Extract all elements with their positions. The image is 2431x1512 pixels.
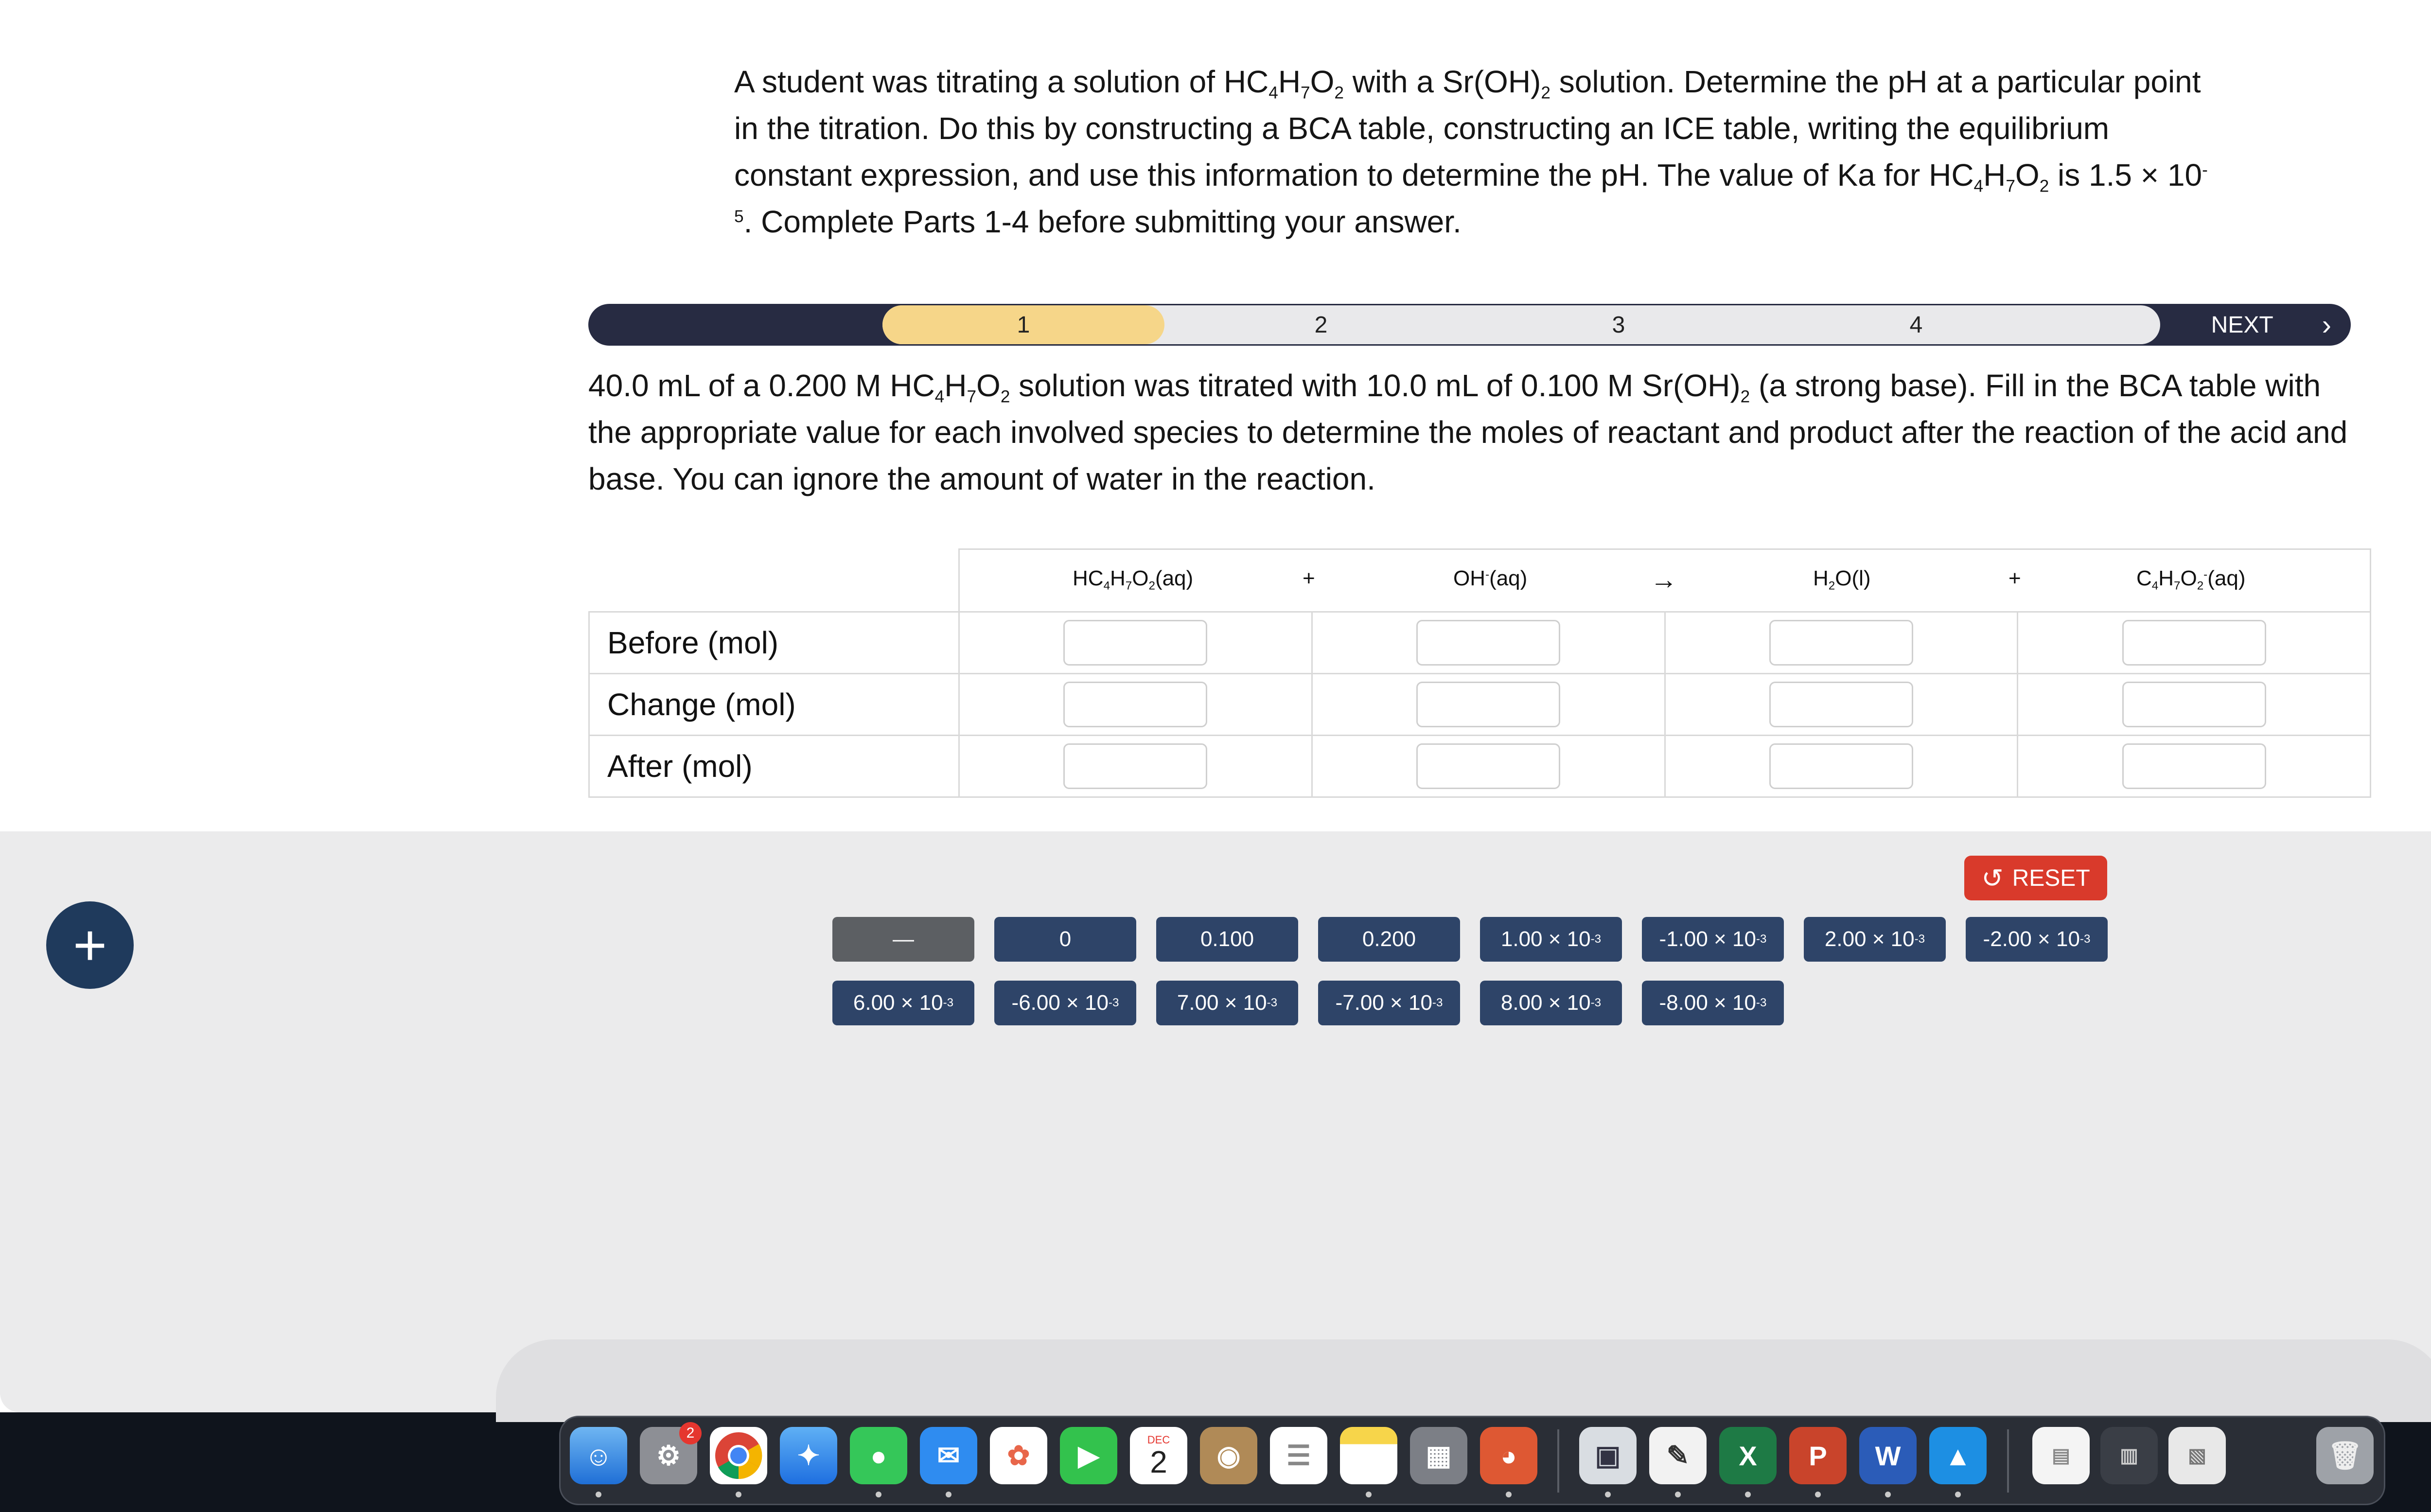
word-running-dot [1885, 1492, 1891, 1497]
safari-icon[interactable]: ✦ [780, 1427, 837, 1484]
dock-separator-2 [2007, 1429, 2009, 1493]
answer-tile-neg-1e-3[interactable]: -1.00 × 10 -3 [1642, 917, 1784, 962]
calendar-icon[interactable] [1130, 1427, 1187, 1484]
part-description: 40.0 mL of a 0.200 M $HC_4H_7O_2$ solution was titrated with 10.0 mL of 0.100 M $Sr(OH)_2$ (a strong base). Fill in the BCA table with the appropriate value for each involved species to determine the moles of reactant and product after the reaction of the acid and base. You can ignore the amount of water in the reaction. [588, 368, 2348, 496]
question-intro: A student was titrating a solution of $HC_4H_7O_2$ with a $Sr(OH)_2$ solution. Determine the pH at a particular point in the titration. Do this by constructing a BCA table, constructing an ICE table, writing the equilibrium constant expression, and use this information to determine the pH. The value of Ka for $HC_4H_7O_2$ is $1.5 \times 10^{-5}$. Complete Parts 1-4 before submitting your answer. [734, 64, 2208, 239]
duckduckgo-icon[interactable]: ◕ [1480, 1427, 1537, 1484]
photos-icon[interactable]: ✿ [990, 1427, 1047, 1484]
answer-tile-2e-3[interactable]: 2.00 × 10 -3 [1804, 917, 1946, 962]
undo-icon: ↺ [1981, 863, 2004, 893]
drop-box-after-hydroxide[interactable] [1416, 743, 1560, 789]
bca-row-after [589, 736, 2371, 797]
header-plus-2: + [2008, 566, 2021, 590]
drop-box-change-conjugate-base[interactable] [2122, 682, 2266, 727]
calendar-month: DEC [1147, 1434, 1170, 1446]
answer-tile-8e-3[interactable]: 8.00 × 10 -3 [1480, 981, 1622, 1025]
mail-running-dot [946, 1492, 951, 1497]
reaction-header [959, 549, 2371, 612]
textedit-running-dot [1675, 1492, 1681, 1497]
calendar-day: 2 [1150, 1444, 1167, 1479]
plus-icon: + [72, 913, 107, 978]
reset-label: RESET [2012, 865, 2090, 891]
drop-box-before-acid[interactable] [1063, 620, 1207, 666]
header-hydroxide: OH-(aq) [1453, 566, 1528, 590]
header-plus-1: + [1303, 566, 1315, 590]
answer-tile-7e-3[interactable]: 7.00 × 10 -3 [1156, 981, 1298, 1025]
notes-running-dot [1366, 1492, 1372, 1497]
textedit-icon[interactable]: ✎ [1649, 1427, 1707, 1484]
downloads-stack-icon[interactable]: ▥ [2100, 1427, 2158, 1484]
drop-box-change-acid[interactable] [1063, 682, 1207, 727]
reset-button[interactable] [1964, 856, 2107, 900]
settings-badge: 2 [679, 1422, 702, 1444]
system-settings-icon[interactable]: ⚙ [640, 1427, 697, 1484]
next-button[interactable] [2211, 304, 2331, 346]
mail-icon[interactable]: ✉ [920, 1427, 977, 1484]
answer-tile-0[interactable]: 0 [994, 917, 1136, 962]
keynote-running-dot [1955, 1492, 1961, 1497]
chevron-right-icon: › [2322, 309, 2331, 341]
contacts-icon[interactable]: ◉ [1200, 1427, 1257, 1484]
finder-running-dot [596, 1492, 601, 1497]
facetime-icon[interactable]: ▶ [1060, 1427, 1117, 1484]
chrome-running-dot [736, 1492, 741, 1497]
answer-tile-neg-2e-3[interactable]: -2.00 × 10 -3 [1966, 917, 2108, 962]
bca-row-before [589, 612, 2371, 674]
reminders-icon[interactable]: ☰ [1270, 1427, 1327, 1484]
row-label-change: Change (mol) [589, 674, 959, 736]
drop-box-before-conjugate-base[interactable] [2122, 620, 2266, 666]
drop-box-change-hydroxide[interactable] [1416, 682, 1560, 727]
messages-icon[interactable]: ● [850, 1427, 907, 1484]
bca-header-row [589, 549, 2371, 612]
header-water: $H_2O(l)$ [1813, 566, 1871, 593]
reaction-arrow: → [1650, 564, 1677, 595]
drop-box-before-hydroxide[interactable] [1416, 620, 1560, 666]
powerpoint-icon[interactable]: P [1789, 1427, 1847, 1484]
keynote-icon[interactable]: ▲ [1929, 1427, 1987, 1484]
notes-icon[interactable] [1340, 1427, 1397, 1484]
duckduckgo-running-dot [1506, 1492, 1512, 1497]
answer-tile-neg-6e-3[interactable]: -6.00 × 10 -3 [994, 981, 1136, 1025]
header-conjugate-base: $C_4H_7O_2^-(aq)$ [2136, 566, 2246, 593]
preview-icon[interactable]: ▣ [1579, 1427, 1637, 1484]
answer-tile-dash[interactable]: — [832, 917, 974, 962]
answer-tile-neg-8e-3[interactable]: -8.00 × 10 -3 [1642, 981, 1784, 1025]
drop-box-after-acid[interactable] [1063, 743, 1207, 789]
screenshots-stack-icon[interactable]: ▧ [2168, 1427, 2226, 1484]
trash-icon[interactable]: 🗑 [2316, 1427, 2374, 1484]
answer-tile-0.100[interactable]: 0.100 [1156, 917, 1298, 962]
dock-separator [1557, 1429, 1559, 1493]
row-label-after: After (mol) [589, 736, 959, 797]
bca-row-change [589, 674, 2371, 736]
drop-box-after-water[interactable] [1769, 743, 1913, 789]
step-1[interactable]: 1 [882, 305, 1164, 344]
step-4[interactable]: 4 [1909, 312, 1923, 338]
add-button[interactable] [46, 901, 134, 989]
preview-running-dot [1605, 1492, 1611, 1497]
chrome-icon[interactable] [710, 1427, 767, 1484]
finder-icon[interactable]: ☺ [570, 1427, 627, 1484]
header-acid: $HC_4H_7O_2(aq)$ [1073, 566, 1194, 593]
next-label: NEXT [2211, 312, 2273, 338]
step-track [882, 305, 2160, 344]
word-icon[interactable]: W [1859, 1427, 1917, 1484]
step-progress-bar [588, 304, 2351, 346]
drop-box-after-conjugate-base[interactable] [2122, 743, 2266, 789]
answer-tile-1e-3[interactable]: 1.00 × 10 -3 [1480, 917, 1622, 962]
messages-running-dot [876, 1492, 881, 1497]
answer-tile-neg-7e-3[interactable]: -7.00 × 10 -3 [1318, 981, 1460, 1025]
excel-running-dot [1745, 1492, 1751, 1497]
drop-box-before-water[interactable] [1769, 620, 1913, 666]
excel-icon[interactable]: X [1719, 1427, 1777, 1484]
step-3[interactable]: 3 [1612, 312, 1625, 338]
launchpad-icon[interactable]: ▦ [1410, 1427, 1467, 1484]
powerpoint-running-dot [1815, 1492, 1821, 1497]
answer-tile-6e-3[interactable]: 6.00 × 10 -3 [832, 981, 974, 1025]
step-2[interactable]: 2 [1314, 312, 1328, 338]
bca-table [588, 548, 2371, 798]
dock-shadow [496, 1339, 2431, 1422]
drop-box-change-water[interactable] [1769, 682, 1913, 727]
row-label-before: Before (mol) [589, 612, 959, 674]
document-icon[interactable]: ▤ [2032, 1427, 2090, 1484]
answer-tile-0.200[interactable]: 0.200 [1318, 917, 1460, 962]
